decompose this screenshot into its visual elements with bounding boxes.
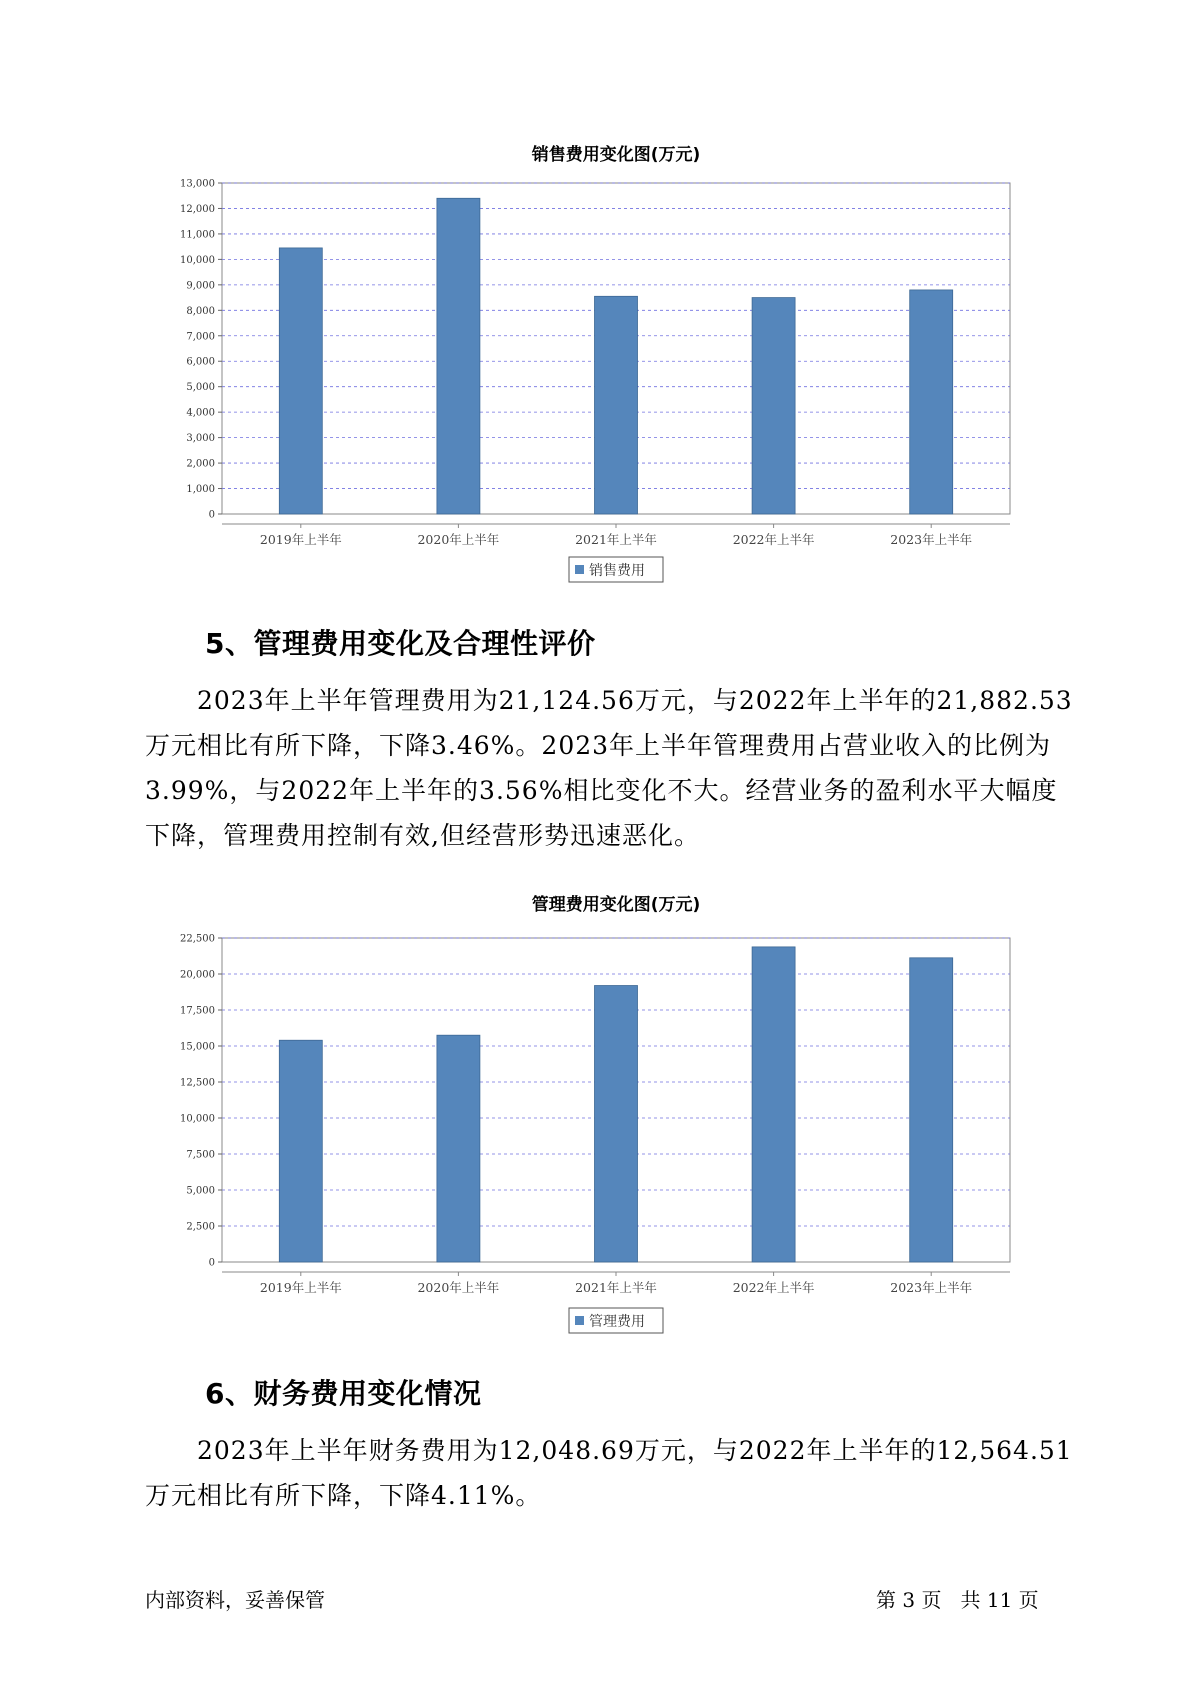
finance-section-paragraph: 2023年上半年财务费用为12,048.69万元，与2022年上半年的12,564.51万元相比有所下降，下降4.11%。 xyxy=(145,1436,1073,1510)
y-tick-label: 0 xyxy=(208,509,215,521)
x-tick-label: 2022年上半年 xyxy=(732,1280,815,1295)
admin-section-heading: 5、管理费用变化及合理性评价 xyxy=(205,627,596,660)
bar xyxy=(279,1040,322,1262)
y-tick-label: 11,000 xyxy=(180,229,215,241)
y-tick-label: 15,000 xyxy=(180,1041,215,1053)
x-tick-label: 2021年上半年 xyxy=(575,532,657,547)
y-tick-label: 13,000 xyxy=(180,178,215,190)
y-tick-label: 17,500 xyxy=(180,1005,215,1017)
legend-label: 管理费用 xyxy=(589,1314,645,1330)
y-tick-label: 10,000 xyxy=(180,254,215,266)
y-tick-label: 5,000 xyxy=(186,1185,215,1197)
admin-section-paragraph: 2023年上半年管理费用为21,124.56万元，与2022年上半年的21,882.53万元相比有所下降，下降3.46%。2023年上半年管理费用占营业收入的比例为3.99%，与2022年上半年的3.56%相比变化不大。经营业务的盈利水平大幅度下降，管理费用控制有效,但经营形势迅速恶化。 xyxy=(145,686,1073,850)
y-tick-label: 7,500 xyxy=(186,1149,215,1161)
x-tick-label: 2019年上半年 xyxy=(259,532,342,547)
footer-page-number: 第 3 页 共 11 页 xyxy=(876,1588,1039,1612)
x-tick-label: 2023年上半年 xyxy=(890,1280,973,1295)
y-tick-label: 12,000 xyxy=(180,203,215,215)
bar xyxy=(752,947,795,1262)
x-tick-label: 2020年上半年 xyxy=(417,532,500,547)
y-tick-label: 5,000 xyxy=(186,382,215,394)
y-tick-label: 2,500 xyxy=(186,1221,215,1233)
y-tick-label: 3,000 xyxy=(186,433,215,445)
y-tick-label: 7,000 xyxy=(186,331,215,343)
y-tick-label: 8,000 xyxy=(186,305,215,317)
footer-left: 内部资料，妥善保管 xyxy=(145,1588,325,1612)
x-tick-label: 2022年上半年 xyxy=(732,532,815,547)
y-tick-label: 10,000 xyxy=(180,1113,215,1125)
legend-label: 销售费用 xyxy=(589,563,645,579)
y-tick-label: 12,500 xyxy=(180,1077,215,1089)
y-tick-label: 22,500 xyxy=(180,933,215,945)
bar xyxy=(910,958,953,1262)
x-tick-label: 2020年上半年 xyxy=(417,1280,500,1295)
x-tick-label: 2023年上半年 xyxy=(890,532,973,547)
y-tick-label: 0 xyxy=(208,1257,215,1269)
chart-title: 销售费用变化图(万元) xyxy=(531,145,701,165)
legend-swatch xyxy=(575,1316,584,1325)
bar xyxy=(595,986,638,1262)
bar xyxy=(437,1035,480,1262)
finance-section-heading: 6、财务费用变化情况 xyxy=(205,1377,482,1410)
y-tick-label: 9,000 xyxy=(186,280,215,292)
x-tick-label: 2021年上半年 xyxy=(575,1280,657,1295)
chart-title: 管理费用变化图(万元) xyxy=(531,895,701,915)
y-tick-label: 1,000 xyxy=(186,484,215,496)
y-tick-label: 20,000 xyxy=(180,969,215,981)
y-tick-label: 6,000 xyxy=(186,356,215,368)
y-tick-label: 4,000 xyxy=(186,407,215,419)
y-tick-label: 2,000 xyxy=(186,458,215,470)
x-tick-label: 2019年上半年 xyxy=(259,1280,342,1295)
